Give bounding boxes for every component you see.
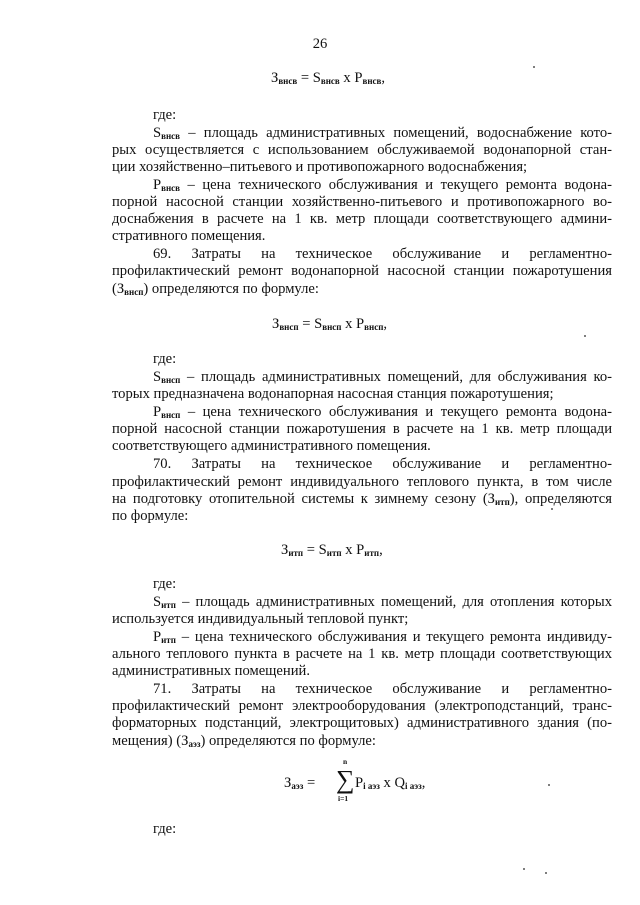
formula-z-vnsv: $З_{внсв} = S_{внсв}$ x $P_{внсв}$, xyxy=(271,70,386,86)
para-69-line-1: 69. Затраты на техническое обслуживание и регламентно- xyxy=(153,246,612,262)
page-number: 26 xyxy=(312,36,328,52)
def-p-vnsv-line-2: порной насосной станции хозяйственно-питьевого и противопожарного во- xyxy=(112,194,612,210)
where-label: где: xyxy=(153,107,177,123)
para-69-line-2: профилактический ремонт водонапорной насосной станции пожаротушения xyxy=(112,263,612,279)
def-p-vnsv-line-1: $P_{внсв}$ – цена технического обслуживания и текущего ремонта водона- xyxy=(153,177,612,193)
formula-aez-rhs: $P_{i аэз}$ x $Q_{i аэз}$, xyxy=(355,775,426,791)
formula-z-itp: $З_{итп} = S_{итп}$ x $P_{итп}$, xyxy=(281,542,383,558)
scan-speck xyxy=(548,784,550,786)
where-label: где: xyxy=(153,821,177,837)
def-s-vnsv-line-2: рых осуществляется с использованием обслуживаемой водонапорной стан- xyxy=(112,142,612,158)
scan-speck xyxy=(545,872,547,874)
formula-aez-lhs: $З_{аэз}$ = xyxy=(284,775,316,791)
para-71-line-1: 71. Затраты на техническое обслуживание и регламентно- xyxy=(153,681,612,697)
para-69-line-3: $(З_{внсп})$ определяются по формуле: xyxy=(112,281,319,297)
formula-z-vnsp: $З_{внсп} = S_{внсп}$ x $P_{внсп}$, xyxy=(272,316,388,332)
def-s-itp-line-2: используется индивидуальный тепловой пункт; xyxy=(112,611,409,627)
scan-speck xyxy=(523,868,525,870)
sum-upper-limit: n xyxy=(343,757,348,766)
def-p-vnsv-line-3: доснабжения в расчете на 1 кв. метр площади соответствующего админи- xyxy=(112,211,612,227)
def-p-vnsp-line-3: соответствующего административного помещения. xyxy=(112,438,431,454)
para-71-line-2: профилактический ремонт электрооборудования (электроподстанций, транс- xyxy=(112,698,612,714)
def-p-vnsp-line-2: порной насосной станции пожаротушения в расчете на 1 кв. метр площади xyxy=(112,421,612,437)
def-s-vnsp-line-1: $S_{внсп}$ – площадь административных помещений, для обслуживания ко- xyxy=(153,369,612,385)
para-70-line-4: по формуле: xyxy=(112,508,189,524)
def-s-vnsv-line-3: ции хозяйственно–питьевого и противопожарного водоснабжения; xyxy=(112,159,528,175)
def-p-itp-line-3: административных помещений. xyxy=(112,663,310,679)
para-70-line-3: на подготовку отопительной системы к зимнему сезону $(З_{итп})$, определяются xyxy=(112,491,612,507)
para-70-line-2: профилактический ремонт индивидуального теплового пункта, в том числе xyxy=(112,474,612,490)
def-p-itp-line-2: ального теплового пункта в расчете на 1 кв. метр площади соответствующих xyxy=(112,646,612,662)
def-s-vnsp-line-2: торых предназначена водонапорная насосная станция пожаротушения; xyxy=(112,386,554,402)
para-70-line-1: 70. Затраты на техническое обслуживание и регламентно- xyxy=(153,456,612,472)
scan-speck xyxy=(551,508,553,510)
para-71-line-3: форматорных подстанций, электрощитовых) административного здания (по- xyxy=(112,715,612,731)
def-p-itp-line-1: $P_{итп}$ – цена технического обслуживания и текущего ремонта индивиду- xyxy=(153,629,612,645)
where-label: где: xyxy=(153,576,177,592)
def-p-vnsv-line-4: стративного помещения. xyxy=(112,228,266,244)
scan-speck xyxy=(533,66,535,68)
def-p-vnsp-line-1: $P_{внсп}$ – цена технического обслуживания и текущего ремонта водона- xyxy=(153,404,612,420)
def-s-vnsv-line-1: $S_{внсв}$ – площадь административных помещений, водоснабжение кото- xyxy=(153,125,612,141)
def-s-itp-line-1: $S_{итп}$ – площадь административных помещений, для отопления которых xyxy=(153,594,612,610)
para-71-line-4: мещения) $(З_{аэз})$ определяются по формуле: xyxy=(112,733,376,749)
sum-lower-limit: i=1 xyxy=(338,794,349,803)
summation-symbol: ∑ xyxy=(336,765,355,794)
where-label: где: xyxy=(153,351,177,367)
scan-speck xyxy=(584,335,586,337)
